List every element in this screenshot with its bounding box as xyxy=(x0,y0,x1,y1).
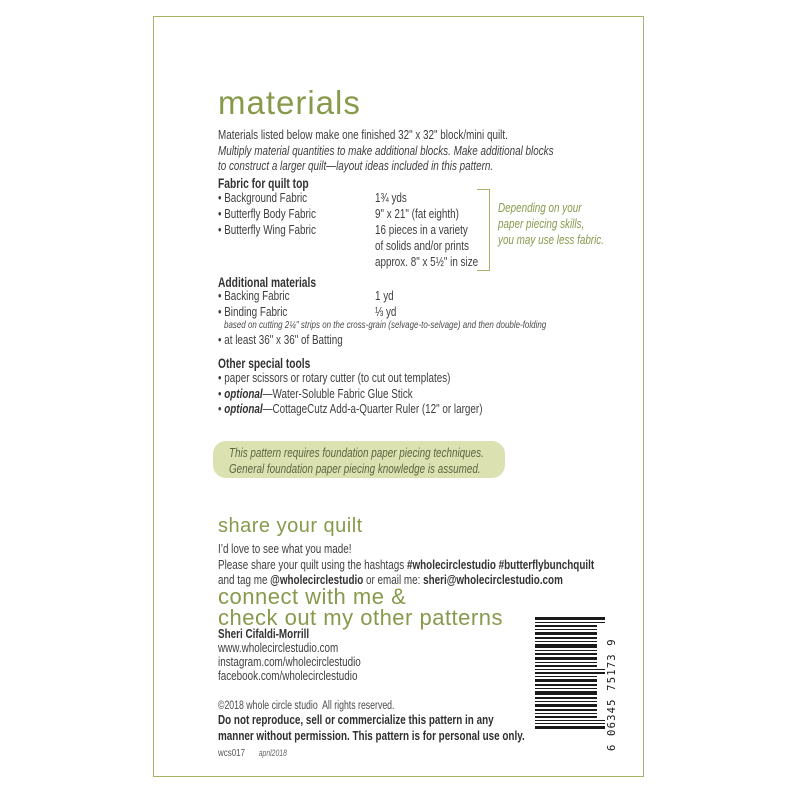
tools-heading: Other special tools xyxy=(218,356,311,371)
side-note-line: you may use less fabric. xyxy=(498,232,604,247)
note-box-text xyxy=(229,445,484,476)
footer-copyright: ©2018 whole circle studio All rights reserved. xyxy=(218,700,395,712)
note-box-line: General foundation paper piecing knowledge is assumed. xyxy=(229,460,481,476)
share-line: Please share your quilt using the hashtags #wholecirclestudio #butterflybunchquilt xyxy=(218,556,595,572)
share-heading: share your quilt xyxy=(218,515,363,537)
footer-legal xyxy=(218,712,525,743)
binding-note: based on cutting 2¼" strips on the cross-grain (selvage-to-selvage) and then double-folding xyxy=(224,319,547,331)
materials-heading: materials xyxy=(218,84,361,121)
connect-heading-line: check out my other patterns xyxy=(218,604,503,630)
author-name: Sheri Cifaldi-Morrill xyxy=(218,626,310,641)
fabric-item: • Background Fabric xyxy=(218,190,308,205)
fabric-qty: 1¾ yds xyxy=(375,190,407,205)
connect-heading xyxy=(218,584,503,630)
fabric-qty: ⅓ yd xyxy=(375,304,397,319)
side-note xyxy=(498,200,604,248)
fabric-top-heading: Fabric for quilt top xyxy=(218,176,309,191)
note-box-line: This pattern requires foundation paper piecing techniques. xyxy=(229,445,484,460)
tool-item: • paper scissors or rotary cutter (to cut out templates) xyxy=(218,370,451,385)
fabric-qty: 16 pieces in a variety xyxy=(375,222,468,237)
fabric-top-items xyxy=(218,190,316,238)
email-address: sheri@wholecirclestudio.com xyxy=(423,572,563,587)
fabric-qty: 1 yd xyxy=(375,288,394,303)
tool-item: • optional—Water-Soluble Fabric Glue Stick xyxy=(218,385,413,401)
fabric-top-quantities xyxy=(375,190,478,270)
batting-item: • at least 36" x 36" of Batting xyxy=(218,332,343,347)
additional-heading: Additional materials xyxy=(218,275,317,290)
materials-intro xyxy=(218,127,554,174)
fabric-item: • Butterfly Body Fabric xyxy=(218,206,316,221)
connect-heading-line: connect with me & xyxy=(218,584,407,609)
contact-block xyxy=(218,627,361,683)
contact-link-instagram: instagram.com/wholecirclestudio xyxy=(218,654,361,669)
footer-meta xyxy=(218,743,287,761)
fabric-item: • Butterfly Wing Fabric xyxy=(218,222,316,237)
share-line: I’d love to see what you made! xyxy=(218,541,352,556)
additional-quantities xyxy=(375,288,396,320)
fabric-item: • Backing Fabric xyxy=(218,288,290,303)
intro-line: Multiply material quantities to make additional blocks. Make additional blocks xyxy=(218,142,554,158)
footer-sku: wcs017 xyxy=(218,747,246,759)
tools-list xyxy=(218,370,482,417)
intro-line: Materials listed below make one finished 32" x 32" block/mini quilt. xyxy=(218,127,508,142)
share-text xyxy=(218,541,594,588)
intro-line: to construct a larger quilt—layout ideas included in this pattern. xyxy=(218,158,494,173)
barcode xyxy=(535,617,605,729)
contact-link-facebook: facebook.com/wholecirclestudio xyxy=(218,668,358,683)
fabric-qty: 9" x 21" (fat eighth) xyxy=(375,206,459,221)
fabric-item: • Binding Fabric xyxy=(218,304,288,319)
side-note-line: paper piecing skills, xyxy=(498,216,585,231)
tool-item: • optional—CottageCutz Add-a-Quarter Ruler (12" or larger) xyxy=(218,401,483,416)
pattern-back-cover: materials Materials listed below make one finished 32" x 32" block/mini quilt. Multiply material quantities to make additional blocks. Make additional blocks to construct a larger quilt—layout ideas included in this pattern. Fabric for quilt top • Background Fabric • Butterfly Body Fabric • Butterfly Wing Fabric 1¾ yds 9" x 21" (fat eighth) 16 pieces in a variety of solids and/or prints approx. 8" x 5½" in size Depending on your paper piecing skills, you may use less fabric. Additional materials • Backing Fabric • Binding Fabric 1 yd ⅓ yd based on cutting 2¼" strips on the cross-grain (selvage-to-selvage) and then double-folding • at least 36" x 36" of Batting Other special tools • paper scissors or rotary cutter (to cut out templates) • optional—Water-Soluble Fabric Glue Stick • optional—CottageCutz Add-a-Quarter Ruler (12" or larger) This pattern requires foundation paper piecing techniques. General foundation paper piecing knowledge is assumed. share your quilt I’d love to see what you made! Please share your quilt using the hashtags #wholecirclestudio #butterflybunchquilt and tag me @wholecirclestudio or email me: sheri@wholecirclestudio.com connect with me & check out my other patterns Sheri Cifaldi-Morrill www.wholecirclestudio.com instagram.com/wholecirclestudio facebook.com/wholecirclestudio 6 06345 75173 9 ©2018 whole circle studio All rights reserved. Do not reproduce, sell or commercialize this pattern in any manner without permission. This pattern is for personal use only. wcs017 april2018 xyxy=(0,0,800,800)
footer-date: april2018 xyxy=(258,748,287,758)
side-note-bracket xyxy=(477,189,490,271)
instagram-handle: @wholecirclestudio xyxy=(270,572,364,587)
hashtags: #wholecirclestudio #butterflybunchquilt xyxy=(406,556,595,572)
contact-link-website: www.wholecirclestudio.com xyxy=(218,640,339,655)
footer-legal-line: manner without permission. This pattern is for personal use only. xyxy=(218,727,525,743)
fabric-qty: of solids and/or prints xyxy=(375,238,469,253)
foundation-piecing-note-box xyxy=(213,441,505,478)
footer-legal-line: Do not reproduce, sell or commercialize this pattern in any xyxy=(218,712,494,727)
share-line: and tag me @wholecirclestudio or email me: sheri@wholecirclestudio.com xyxy=(218,572,563,587)
additional-items xyxy=(218,288,290,320)
fabric-qty: approx. 8" x 5½" in size xyxy=(375,254,479,269)
side-note-line: Depending on your xyxy=(498,200,582,215)
